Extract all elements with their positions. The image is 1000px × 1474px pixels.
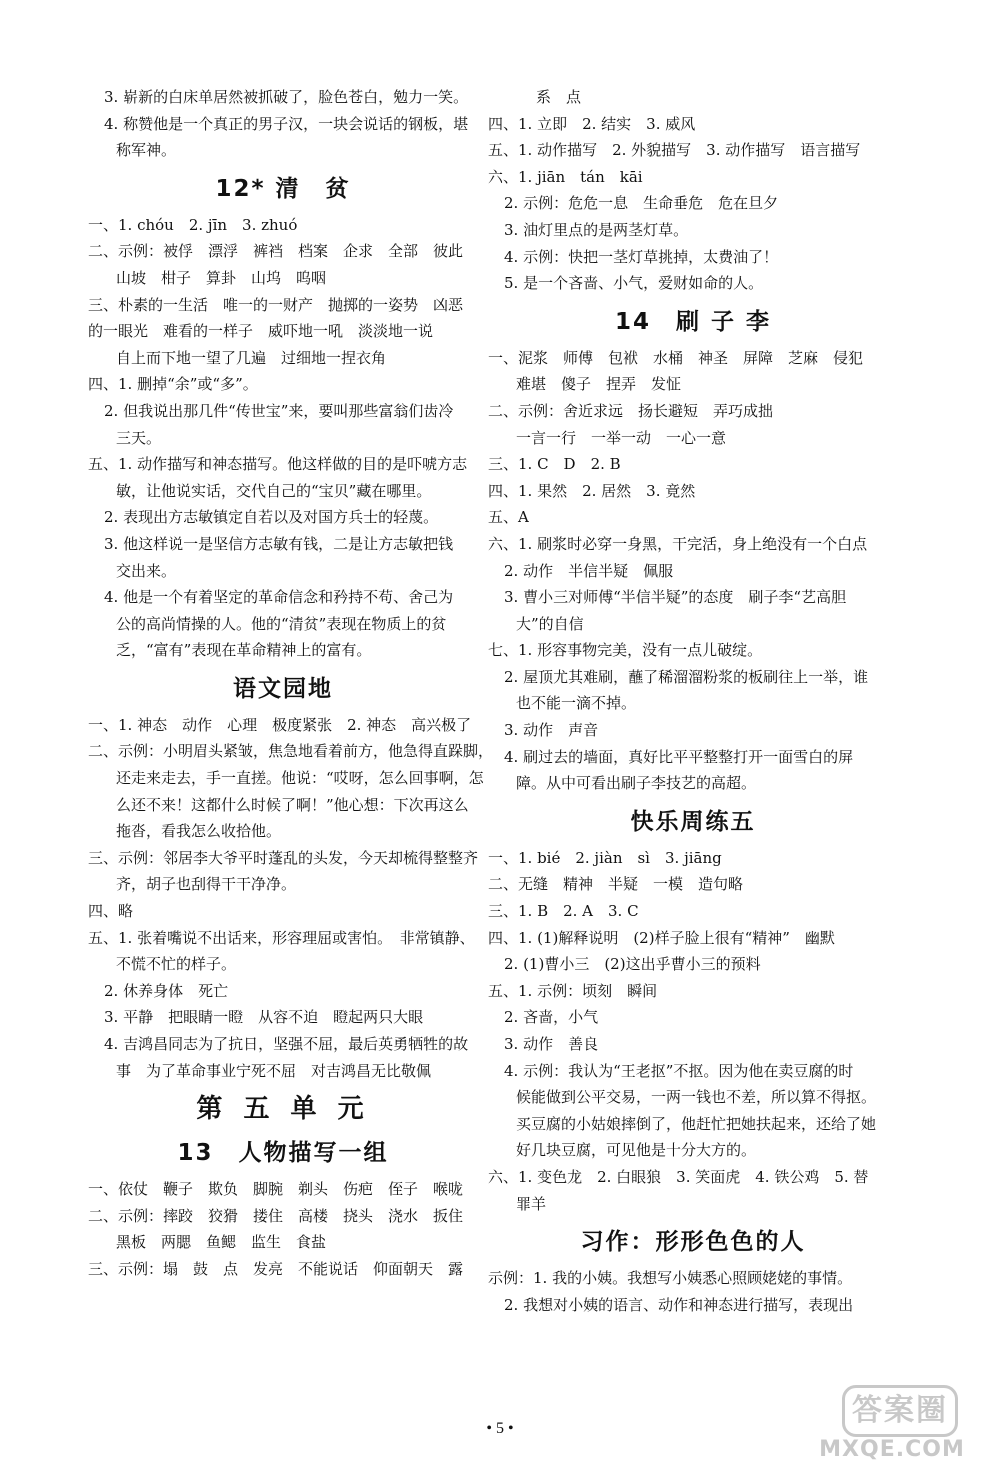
answer-line: 3. 动作 声音 xyxy=(504,721,599,740)
answer-line: 2. 吝啬，小气 xyxy=(504,1008,599,1027)
answer-line: 一、1. bié 2. jiàn sì 3. jiāng xyxy=(488,848,722,867)
answer-line: 三、示例：邻居李大爷平时蓬乱的头发，今天却梳得整整齐 xyxy=(88,848,479,867)
answer-line: 七、1. 形容事物完美，没有一点儿破绽。 xyxy=(488,641,763,660)
section-heading: 快乐周练五 xyxy=(630,808,756,835)
answer-line: 六、1. 变色龙 2. 白眼狼 3. 笑面虎 4. 铁公鸡 5. 替 xyxy=(488,1167,869,1186)
answer-line: 六、1. jiān tán kāi xyxy=(488,167,643,186)
section-heading: 12* 清 贫 xyxy=(215,175,351,202)
section-heading: 习作：形形色色的人 xyxy=(580,1229,806,1256)
section-heading: 14 刷 子 李 xyxy=(614,308,772,335)
answer-line: 4. 示例：我认为“王老抠”不抠。因为他在卖豆腐的时 xyxy=(504,1061,854,1080)
answer-line: 4. 示例：快把一茎灯草挑掉，太费油了！ xyxy=(504,247,779,266)
answer-line: 2. (1)曹小三 (2)这出乎曹小三的预料 xyxy=(504,955,761,974)
section-heading: 13 人物描写一组 xyxy=(177,1140,389,1167)
answer-line: 一、泥浆 师傅 包袱 水桶 神圣 屏障 芝麻 侵犯 xyxy=(488,348,864,367)
answer-line: 四、1. 果然 2. 居然 3. 竟然 xyxy=(488,481,696,500)
answer-line: 五、1. 示例：顷刻 瞬间 xyxy=(488,981,658,1000)
watermark-badge: 答案圈 xyxy=(842,1385,958,1437)
section-heading: 第 五 单 元 xyxy=(196,1094,370,1125)
answer-line: 四、略 xyxy=(88,902,134,921)
answer-line: 候能做到公平交易，一两一钱也不差，所以算不得抠。 xyxy=(516,1088,877,1107)
answer-line: 3. 平静 把眼睛一瞪 从容不迫 瞪起两只大眼 xyxy=(104,1008,424,1027)
answer-line: 四、1. 删掉“余”或“多”。 xyxy=(88,375,258,394)
answer-line: 二、示例：舍近求远 扬长避短 弄巧成拙 xyxy=(488,401,774,420)
answer-line: 二、无缝 精神 半疑 一模 造句略 xyxy=(488,875,744,894)
answer-line: 一、1. 神态 动作 心理 极度紧张 2. 神态 高兴极了 xyxy=(88,715,472,734)
answer-line: 示例：1. 我的小姨。我想写小姨悉心照顾姥姥的事情。 xyxy=(488,1269,853,1288)
answer-line: 障。从中可看出刷子李技艺的高超。 xyxy=(516,774,757,793)
answer-line: 2. 屋顶尤其难刷，蘸了稀溜溜粉浆的板刷往上一举，谁 xyxy=(504,667,869,686)
answer-line: 也不能一滴不掉。 xyxy=(516,694,637,713)
answer-line: 二、示例：小明眉头紧皱，焦急地看着前方，他急得直跺脚， xyxy=(88,742,494,761)
watermark-logo xyxy=(812,1385,972,1463)
answer-line: 乏，“富有”表现在革命精神上的富有。 xyxy=(116,641,372,660)
answer-line: 一言一行 一举一动 一心一意 xyxy=(516,428,727,447)
answer-line: 称军神。 xyxy=(116,141,177,160)
answer-line: 拖沓，看我怎么收拾他。 xyxy=(116,822,282,841)
answer-line: 大”的自信 xyxy=(516,614,584,633)
answer-line: 2. 动作 半信半疑 佩服 xyxy=(504,561,674,580)
answer-line: 三、示例：塌 鼓 点 发亮 不能说话 仰面朝天 露 xyxy=(88,1259,464,1278)
page-number: • 5 • xyxy=(486,1420,514,1437)
answer-line: 山坡 柑子 算卦 山坞 呜咽 xyxy=(116,268,327,287)
answer-line: 2. 我想对小姨的语言、动作和神态进行描写，表现出 xyxy=(504,1295,854,1314)
answer-line: 4. 吉鸿昌同志为了抗日，坚强不屈，最后英勇牺牲的故 xyxy=(104,1035,469,1053)
section-heading: 语文园地 xyxy=(233,675,333,702)
answer-line: 么还不来！这都什么时候了啊！”他心想：下次再这么 xyxy=(116,795,469,814)
answer-line: 3. 崭新的白床单居然被抓破了，脸色苍白，勉力一笑。 xyxy=(104,88,469,106)
answer-line: 一、1. chóu 2. jīn 3. zhuó xyxy=(88,215,298,234)
answer-line: 五、1. 张着嘴说不出话来，形容理屈或害怕。 非常镇静、 xyxy=(88,928,475,947)
answer-line: 敏，让他说实话，交代自己的“宝贝”藏在哪里。 xyxy=(116,481,432,500)
answer-line: 2. 表现出方志敏镇定自若以及对国方兵士的轻蔑。 xyxy=(104,508,439,527)
answer-line: 3. 曹小三对师傅“半信半疑”的态度 刷子李“艺高胆 xyxy=(504,588,847,607)
answer-line: 4. 刷过去的墙面，真好比平平整整打开一面雪白的屏 xyxy=(504,747,854,766)
answer-line: 3. 他这样说一是坚信方志敏有钱，二是让方志敏把钱 xyxy=(104,534,454,553)
answer-line: 好几块豆腐，可见他是十分大方的。 xyxy=(516,1141,757,1160)
answer-line: 买豆腐的小姑娘摔倒了，他赶忙把她扶起来，还给了她 xyxy=(516,1114,877,1133)
answer-line: 的一眼光 难看的一样子 威吓地一吼 淡淡地一说 xyxy=(88,322,434,341)
answer-line: 一、依仗 鞭子 欺负 脚腕 剃头 伤疤 侄子 喉咙 xyxy=(88,1180,464,1199)
answer-line: 三、1. B 2. A 3. C xyxy=(488,902,639,921)
answer-line: 还走来走去，手一直搓。他说：“哎呀，怎么回事啊，怎 xyxy=(116,769,484,788)
answer-line: 四、1. (1)解释说明 (2)样子脸上很有“精神” 幽默 xyxy=(488,928,835,947)
answer-line: 4. 称赞他是一个真正的男子汉，一块会说话的钢板，堪 xyxy=(104,114,469,133)
answer-line: 公的高尚情操的人。他的“清贫”表现在物质上的贫 xyxy=(116,614,447,633)
answer-line: 4. 他是一个有着坚定的革命信念和矜持不苟、舍己为 xyxy=(104,588,454,607)
answer-line: 事 为了革命事业宁死不屈 对吉鸿昌无比敬佩 xyxy=(116,1061,432,1080)
answer-line: 四、1. 立即 2. 结实 3. 威风 xyxy=(488,114,696,133)
left-column xyxy=(88,84,494,1283)
answer-line: 黑板 两腮 鱼鳃 监生 食盐 xyxy=(116,1233,327,1252)
answer-line: 交出来。 xyxy=(116,561,177,580)
answer-line: 2. 休养身体 死亡 xyxy=(104,981,229,1000)
answer-line: 不慌不忙的样子。 xyxy=(116,955,237,974)
answer-line: 三、1. C D 2. B xyxy=(488,455,621,474)
right-column xyxy=(488,84,898,1318)
answer-line: 5. 是一个吝啬、小气，爱财如命的人。 xyxy=(504,274,764,293)
answer-line: 2. 但我说出那几件“传世宝”来，要叫那些富翁们齿冷 xyxy=(104,401,454,420)
answer-line: 3. 油灯里点的是两茎灯草。 xyxy=(504,220,689,239)
answer-line: 自上而下地一望了几遍 过细地一捏衣角 xyxy=(116,348,387,367)
answer-line: 2. 示例：危危一息 生命垂危 危在旦夕 xyxy=(504,194,779,213)
answer-line: 3. 动作 善良 xyxy=(504,1035,599,1053)
answer-line: 五、1. 动作描写 2. 外貌描写 3. 动作描写 语言描写 xyxy=(488,141,861,160)
answer-line: 罪羊 xyxy=(516,1194,547,1213)
watermark-url: MXQE.COM xyxy=(819,1437,965,1462)
answer-line: 齐，胡子也刮得干干净净。 xyxy=(116,875,297,894)
answer-line: 系 点 xyxy=(536,88,582,106)
answer-line: 六、1. 刷浆时必穿一身黑，干完活，身上绝没有一个白点 xyxy=(488,534,868,553)
answer-line: 难堪 傻子 捏弄 发怔 xyxy=(516,375,682,394)
answer-line: 五、1. 动作描写和神态描写。他这样做的目的是吓唬方志 xyxy=(88,455,468,474)
answer-line: 三、朴素的一生活 唯一的一财产 抛掷的一姿势 凶恶 xyxy=(88,295,464,314)
answer-line: 二、示例：被俘 漂浮 裤裆 档案 企求 全部 彼此 xyxy=(88,242,464,261)
answer-line: 三天。 xyxy=(116,428,162,447)
answer-line: 五、A xyxy=(488,508,529,527)
answer-line: 二、示例：摔跤 狡猾 搂住 高楼 挠头 浇水 扳住 xyxy=(88,1206,464,1225)
